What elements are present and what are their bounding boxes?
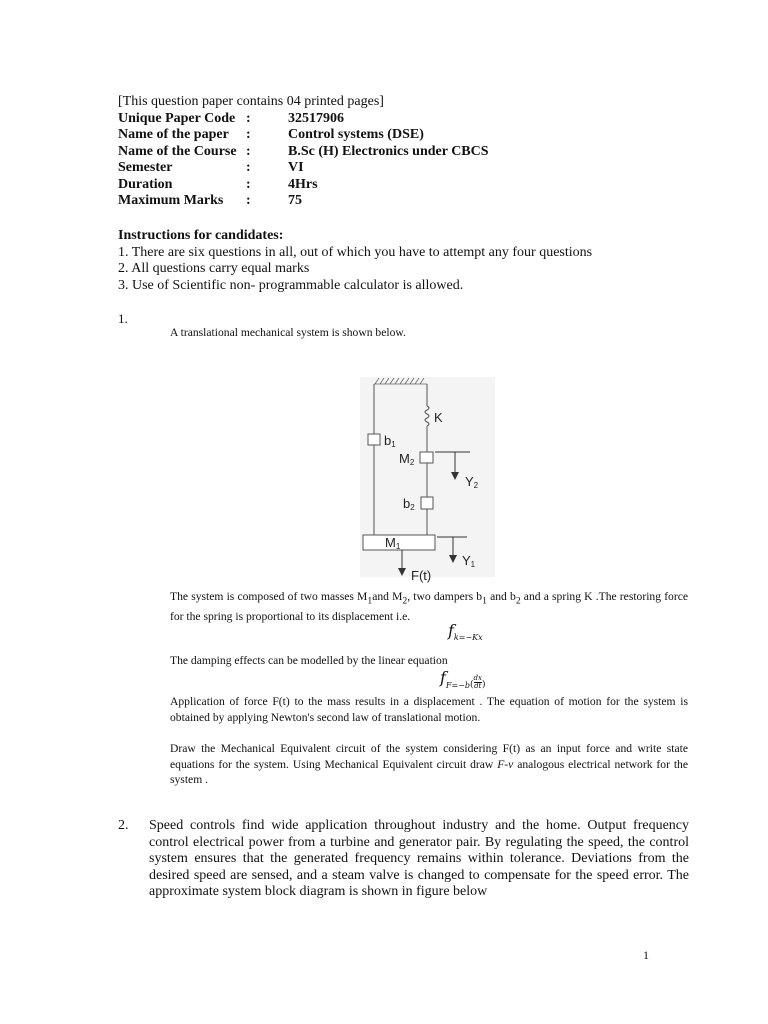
mechanical-system-figure — [355, 372, 505, 587]
instructions-title: Instructions for candidates: — [118, 228, 284, 243]
svg-text:Y1: Y1 — [462, 553, 476, 569]
header-row-semester: Semester : VI — [118, 160, 304, 175]
svg-text:M1: M1 — [385, 535, 401, 551]
header-row-max-marks: Maximum Marks : 75 — [118, 193, 302, 208]
question-2-number: 2. — [118, 818, 129, 833]
svg-text:F(t): F(t) — [411, 568, 432, 583]
instructions — [118, 228, 718, 294]
question-1-paragraph-3: Application of force F(t) to the mass results in a displacement . The equation of motion for the system is obtained by applying Newton's second law of translational motion. — [170, 695, 688, 724]
page-number: 1 — [643, 948, 649, 962]
question-1-paragraph-2: The damping effects can be modelled by the linear equation — [170, 654, 448, 667]
header-row-paper-code: Unique Paper Code : 32517906 — [118, 110, 344, 126]
header-row-duration: Duration : 4Hrs — [118, 176, 318, 192]
header-note: [This question paper contains 04 printed pages] — [118, 94, 384, 109]
spring-force-formula: $f_{k=-Kx}$ — [448, 621, 483, 643]
instruction-item: 1. There are six questions in all, out of which you have to attempt any four questions — [118, 244, 593, 260]
header-row-paper-name: Name of the paper : Control systems (DSE) — [118, 127, 424, 142]
damping-force-formula: $f_{F=-b(}$ $\frac{dx}{dt}$ $_)$ — [440, 668, 486, 690]
instruction-item: 2. All questions carry equal marks — [118, 261, 310, 276]
svg-text:b2: b2 — [403, 496, 415, 512]
mass-m2 — [420, 452, 433, 463]
header-row-course: Name of the Course : B.Sc (H) Electronics under CBCS — [118, 143, 489, 159]
svg-text:M2: M2 — [399, 451, 415, 467]
question-1-paragraph-4: Draw the Mechanical Equivalent circuit of the system considering F(t) as an input force and write state equations for the system. Using Mechanical Equivalent circuit draw F-v analogous electrical network for the system . — [170, 742, 689, 786]
question-1-paragraph-1: The system is composed of two masses $M_1and$ $M_2$, two dampers $b_1$ and $b_2$ and a spring K .The restoring force for the spring is proportional to its displacement i.e. — [170, 590, 688, 623]
instruction-item: 3. Use of Scientific non- programmable calculator is allowed. — [118, 277, 464, 293]
question-1-intro: A translational mechanical system is shown below. — [170, 326, 406, 339]
question-2-text: Speed controls find wide application throughout industry and the home. Output frequency control electrical power from a turbine and generator pair. By regulating the speed, the control system ensures that the generated frequency remains within tolerance. Deviations from the desired speed are sensed, and a steam valve is changed to compensate for the speed error. The approximate system block diagram is shown in figure below — [149, 818, 689, 900]
svg-text:b1: b1 — [384, 433, 396, 449]
question-1-number: 1. — [118, 311, 128, 326]
svg-text:K: K — [434, 410, 443, 425]
paper-header — [118, 94, 678, 210]
svg-text:Y2: Y2 — [465, 474, 479, 490]
